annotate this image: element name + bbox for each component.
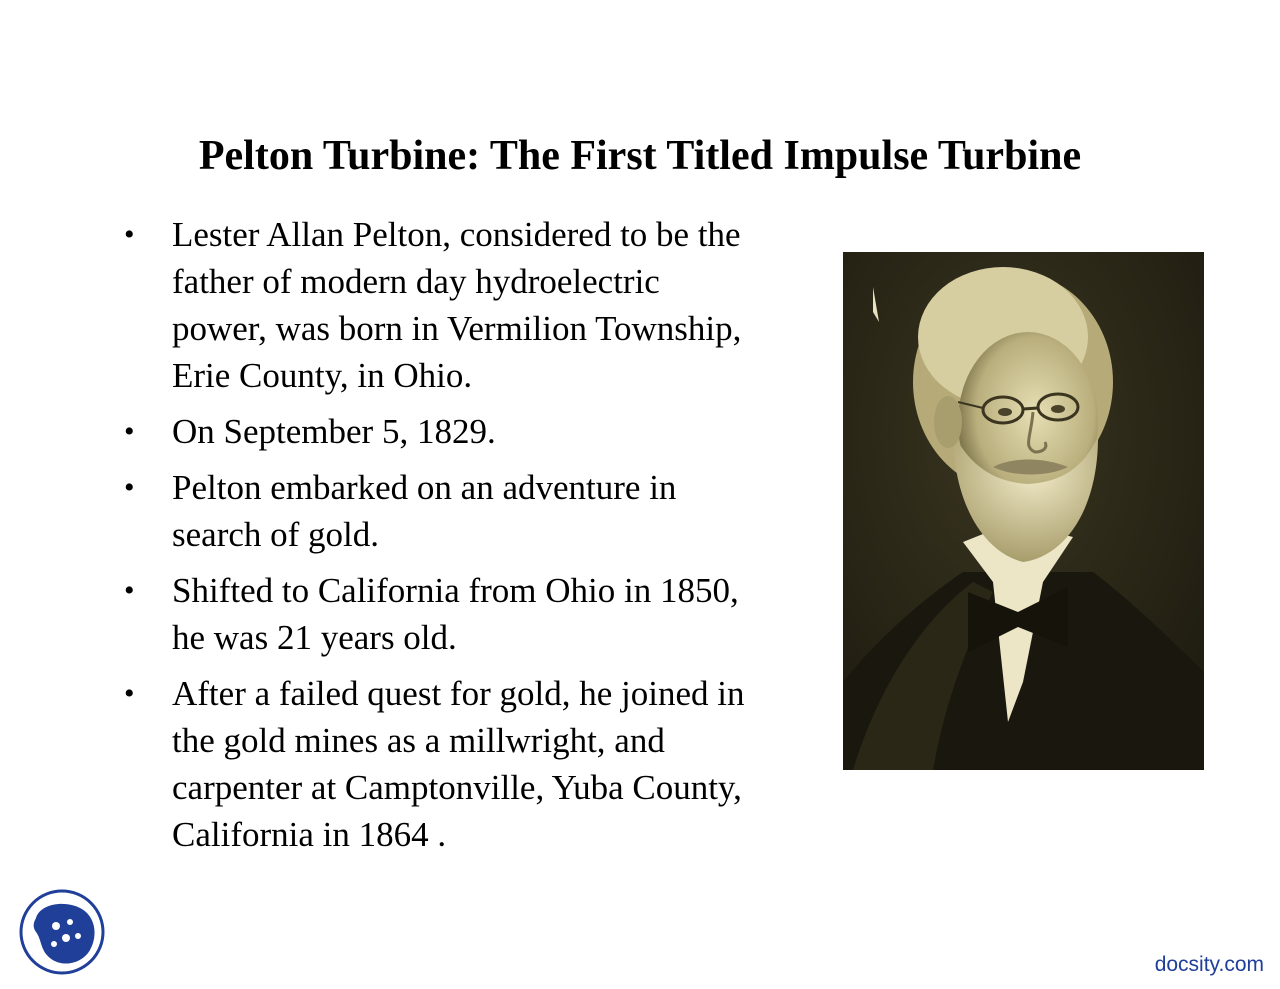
portrait-photo [843,252,1204,770]
bullet-list [124,211,824,867]
bullet-text: Pelton embarked on an adventure in search of gold. [172,468,677,554]
slide-title: Pelton Turbine: The First Titled Impulse Turbine [198,133,1082,180]
bullet-item [124,408,824,455]
bullet-marker: • [124,574,135,607]
bullet-item [124,670,824,858]
bullet-text: Lester Allan Pelton, considered to be the father of modern day hydroelectric power, was born in Vermilion Township, Erie County, in Ohio. [172,215,742,395]
bullet-marker: • [124,415,135,448]
bullet-marker: • [124,677,135,710]
bullet-item [124,464,824,558]
bullet-text: Shifted to California from Ohio in 1850, he was 21 years old. [172,571,739,657]
bullet-item [124,211,824,399]
bullet-marker: • [124,471,135,504]
docsity-watermark[interactable]: docsity.com [1154,953,1264,976]
bullet-text: On September 5, 1829. [172,412,496,451]
bullet-item [124,567,824,661]
bullet-marker: • [124,218,135,251]
bullet-text: After a failed quest for gold, he joined in the gold mines as a millwright, and carpenter at Camptonville, Yuba County, California in 1864 . [172,674,745,854]
docsity-logo-icon [18,888,106,976]
